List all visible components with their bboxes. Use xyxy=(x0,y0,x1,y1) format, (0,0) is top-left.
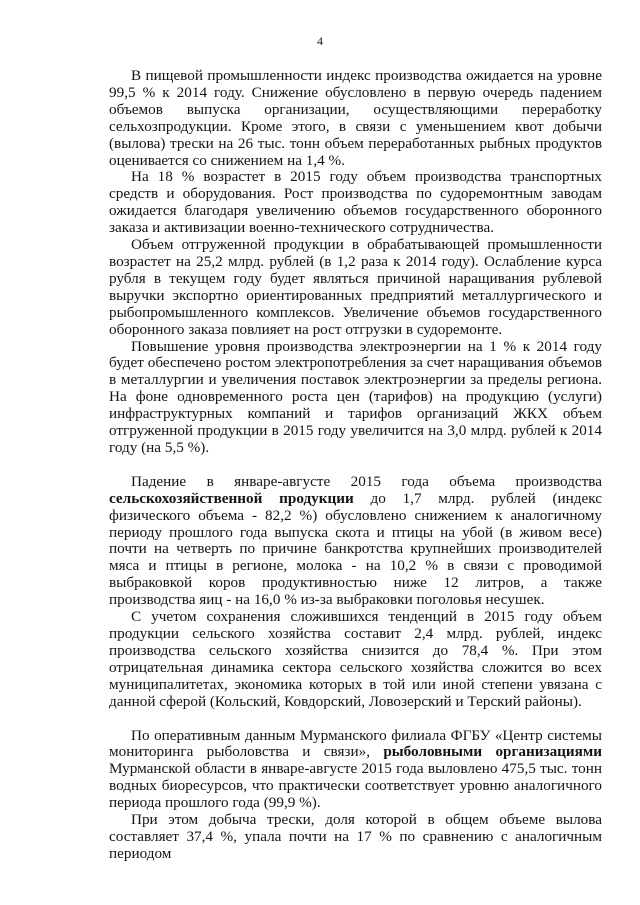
paragraph-fishing xyxy=(109,728,602,813)
paragraph-manufacturing-shipments xyxy=(109,237,602,338)
bold-term-agriculture: сельскохозяйственной продукции xyxy=(109,489,354,507)
paragraph-text: В пищевой промышленности индекс производства ожидается на уровне 99,5 % к 2014 году. Снижение обусловлено в первую очередь падением объемов выпуска организации, осуществляющими переработку сельхозпродукции. Кроме этого, в связи с уменьшением квот добычи (вылова) трески на 26 тыс. тонн объем переработанных рыбных продуктов оценивается со снижением на 1,4 %. xyxy=(109,67,602,169)
paragraph-agriculture-forecast xyxy=(109,609,602,710)
document-body xyxy=(109,68,602,863)
page-number: 4 xyxy=(317,34,323,48)
paragraph-agriculture-decline xyxy=(109,474,602,609)
paragraph-text: По оперативным данным Мурманского филиала ФГБУ «Центр системы мониторинга рыболовства и связи», xyxy=(109,726,602,761)
bold-term-fishing-organizations: рыболовными организациями xyxy=(383,743,602,761)
paragraph-text: Мурманской области в январе-августе 2015 года выловлено 475,5 тыс. тонн водных биоресурсов, что практически соответствует уровню аналогичного периода прошлого года (99,9 %). xyxy=(109,760,602,812)
paragraph-food-industry xyxy=(109,68,602,169)
paragraph-text: Объем отгруженной продукции в обрабатывающей промышленности возрастет на 25,2 млрд. рублей (в 1,2 раза к 2014 году). Ослабление курса рубля в текущем году будет являться причиной наращивания рублевой выручки экспортно ориентированных предприятий металлургического и рыбопромышленного комплексов. Увеличение объемов государственного оборонного заказа повлияет на рост отгрузки в судоремонте. xyxy=(109,236,602,338)
paragraph-text: до 1,7 млрд. рублей (индекс физического объема - 82,2 %) обусловлено снижением к аналогичному периоду прошлого года выпуска скота и птицы на убой (в живом весе) почти на четверть по причине банкротства крупнейших производителей мяса и птицы в регионе, молока - на 10,2 % в связи с проводимой выбраковкой коров продуктивностью ниже 12 литров, а также производства яиц - на 16,0 % из-за выбраковки поголовья несушек. xyxy=(109,489,602,609)
paragraph-text: С учетом сохранения сложившихся тенденций в 2015 году объем продукции сельского хозяйства составит 2,4 млрд. рублей, индекс производства сельского хозяйства снизится до 78,4 %. При этом отрицательная динамика сектора сельского хозяйства сложится во всех муниципалитетах, экономика которых в той или иной степени увязана с данной сферой (Кольский, Ковдорский, Ловозерский и Терский районы). xyxy=(109,608,602,710)
paragraph-text: Падение в январе-августе 2015 года объема производства xyxy=(131,472,602,490)
paragraph-cod-catch xyxy=(109,812,602,863)
paragraph-transport-equipment xyxy=(109,169,602,237)
paragraph-text: Повышение уровня производства электроэнергии на 1 % к 2014 году будет обеспечено ростом электропотребления за счет наращивания объемов в металлургии и увеличения поставок электроэнергии за пределы региона. На фоне одновременного роста цен (тарифов) на продукцию (услуги) инфраструктурных компаний и тарифов организаций ЖКХ объем отгруженной продукции в 2015 году увеличится на 3,0 млрд. рублей к 2014 году (на 5,5 %). xyxy=(109,337,602,456)
paragraph-text: При этом добыча трески, доля которой в общем объеме вылова составляет 37,4 %, упала почти на 17 % по сравнению с аналогичным периодом xyxy=(109,811,602,862)
paragraph-text: На 18 % возрастет в 2015 году объем производства транспортных средств и оборудования. Рост производства по судоремонтным заводам ожидается благодаря увеличению объемов государственного оборонного заказа и активизации военно-технического сотрудничества. xyxy=(109,168,602,237)
paragraph-electricity xyxy=(109,339,602,457)
